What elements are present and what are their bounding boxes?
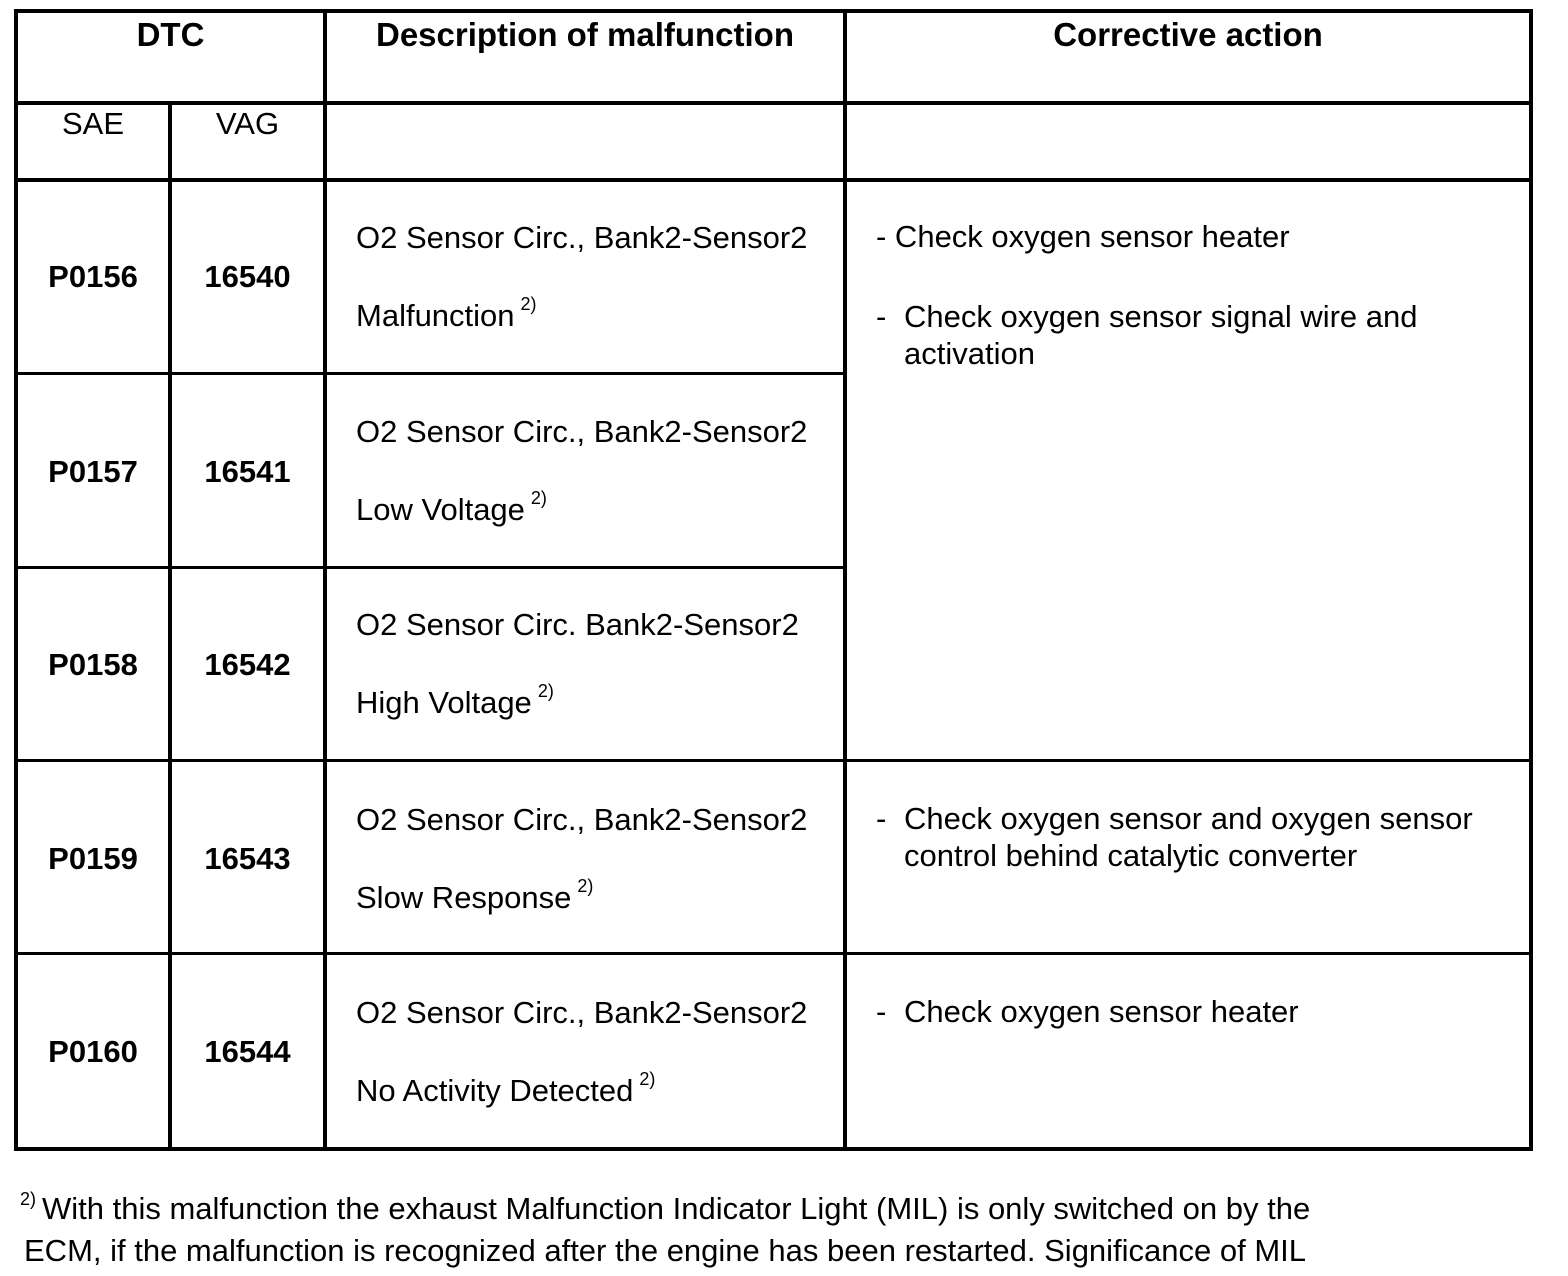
description-line: Slow Response $^{2)}$ bbox=[356, 876, 594, 915]
footnote-marker: 2) bbox=[537, 681, 554, 701]
description-line: O2 Sensor Circ., Bank2-Sensor2 bbox=[356, 802, 808, 837]
corrective-action-item: - Check oxygen sensor heater bbox=[876, 219, 1290, 254]
malfunction-description bbox=[356, 997, 836, 1117]
vag-code: 16540 bbox=[204, 259, 291, 294]
corrective-action-item: - Check oxygen sensor and oxygen sensor control behind catalytic converter bbox=[876, 801, 1473, 873]
sae-code: P0159 bbox=[48, 841, 138, 876]
sae-subheader: SAE bbox=[61, 106, 125, 141]
corrective-action-item: - Check oxygen sensor signal wire and activation bbox=[876, 299, 1418, 371]
sae-code: P0158 bbox=[48, 647, 138, 682]
description-line: O2 Sensor Circ., Bank2-Sensor2 bbox=[356, 995, 808, 1030]
corrective-action-item: - Check oxygen sensor heater bbox=[876, 994, 1299, 1029]
vag-subheader: VAG bbox=[215, 106, 280, 141]
corrective-action-group bbox=[876, 993, 1516, 1073]
footnote-marker: 2) bbox=[530, 488, 547, 508]
description-line: Malfunction $^{2)}$ bbox=[356, 294, 537, 333]
description-line: No Activity Detected $^{2)}$ bbox=[356, 1069, 656, 1108]
malfunction-description bbox=[356, 222, 836, 342]
description-line: O2 Sensor Circ. Bank2-Sensor2 bbox=[356, 607, 799, 642]
vag-code: 16542 bbox=[204, 647, 291, 682]
description-line: High Voltage $^{2)}$ bbox=[356, 681, 554, 720]
footnote-line: $^{2)}$ With this malfunction the exhaust Malfunction Indicator Light (MIL) is only switched on by the bbox=[20, 1189, 1311, 1226]
footnote-marker: 2) bbox=[639, 1069, 656, 1089]
malfunction-description bbox=[356, 416, 836, 536]
dtc-header: DTC bbox=[136, 16, 205, 53]
description-header: Description of malfunction bbox=[375, 16, 794, 53]
corrective-action-header: Corrective action bbox=[1053, 16, 1323, 53]
sae-code: P0157 bbox=[48, 454, 138, 489]
description-line: Low Voltage $^{2)}$ bbox=[356, 488, 547, 527]
footnote-line: ECM, if the malfunction is recognized after the engine has been restarted. Significance of MIL bbox=[24, 1233, 1307, 1268]
description-line: O2 Sensor Circ., Bank2-Sensor2 bbox=[356, 414, 808, 449]
footnote-marker: 2) bbox=[20, 1189, 37, 1209]
vag-code: 16544 bbox=[204, 1034, 291, 1069]
sae-code: P0160 bbox=[48, 1034, 138, 1069]
corrective-action-group bbox=[876, 800, 1516, 920]
footnote bbox=[20, 1190, 1310, 1269]
corrective-action-group bbox=[876, 218, 1516, 418]
malfunction-description bbox=[356, 609, 836, 729]
malfunction-description bbox=[356, 804, 836, 924]
footnote-marker: 2) bbox=[577, 876, 594, 896]
vag-code: 16543 bbox=[204, 841, 291, 876]
vag-code: 16541 bbox=[204, 454, 291, 489]
description-line: O2 Sensor Circ., Bank2-Sensor2 bbox=[356, 220, 808, 255]
footnote-marker: 2) bbox=[520, 294, 537, 314]
sae-code: P0156 bbox=[48, 259, 138, 294]
